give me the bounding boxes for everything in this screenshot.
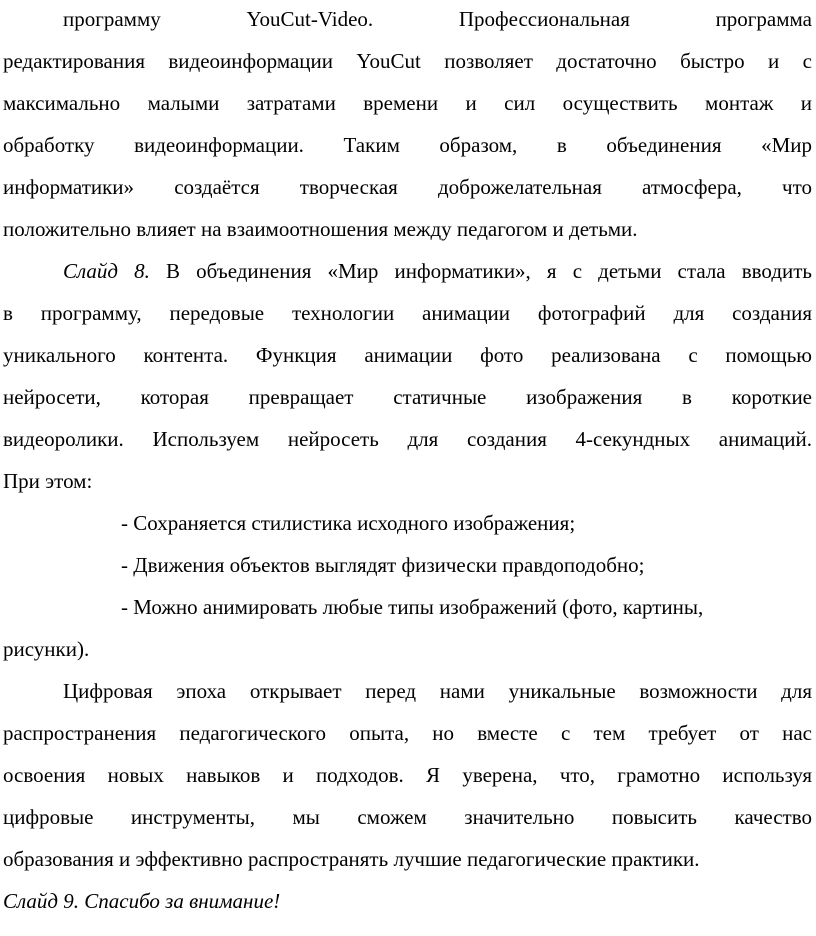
text-line: положительно влияет на взаимоотношения между педагогом и детьми. [3,217,638,241]
text-line: в программу, передовые технологии анимации фотографий для создания [3,301,812,325]
text-line: редактирования видеоинформации YouCut позволяет достаточно быстро и с [3,49,812,73]
text-line: образования и эффективно распространять лучшие педагогические практики. [3,847,700,871]
text-line: максимально малыми затратами времени и сил осуществить монтаж и [3,91,812,115]
slide-9-closing: Слайд 9. Спасибо за внимание! [3,889,281,913]
list-item: - Можно анимировать любые типы изображений (фото, картины, [121,595,704,619]
text-line: В объединения «Мир информатики», я с детьми стала вводить [166,259,813,283]
text-line: цифровые инструменты, мы сможем значительно повысить качество [3,805,812,829]
list-item: - Сохраняется стилистика исходного изображения; [121,511,576,535]
text-line: обработку видеоинформации. Таким образом, в объединения «Мир [3,133,812,157]
text-line: уникального контента. Функция анимации фото реализована с помощью [3,343,812,367]
text-line: При этом: [3,469,93,493]
text-line: видеоролики. Используем нейросеть для создания 4-секундных анимаций. [3,427,812,451]
text-line: распространения педагогического опыта, но вместе с тем требует от нас [3,721,812,745]
slide-8-paragraph-start [3,250,812,292]
list-item-continuation: рисунки). [3,637,90,661]
text-line: информатики» создаётся творческая доброжелательная атмосфера, что [3,175,812,199]
list-item: - Движения объектов выглядят физически правдоподобно; [121,553,645,577]
text-line: Цифровая эпоха открывает перед нами уникальные возможности для [63,679,812,703]
text-line: нейросети, которая превращает статичные изображения в короткие [3,385,812,409]
slide-8-label: Слайд 8. [63,259,150,283]
text-line: программу YouCut-Video. Профессиональная программа [63,7,812,31]
text-line: освоения новых навыков и подходов. Я уверена, что, грамотно используя [3,763,812,787]
